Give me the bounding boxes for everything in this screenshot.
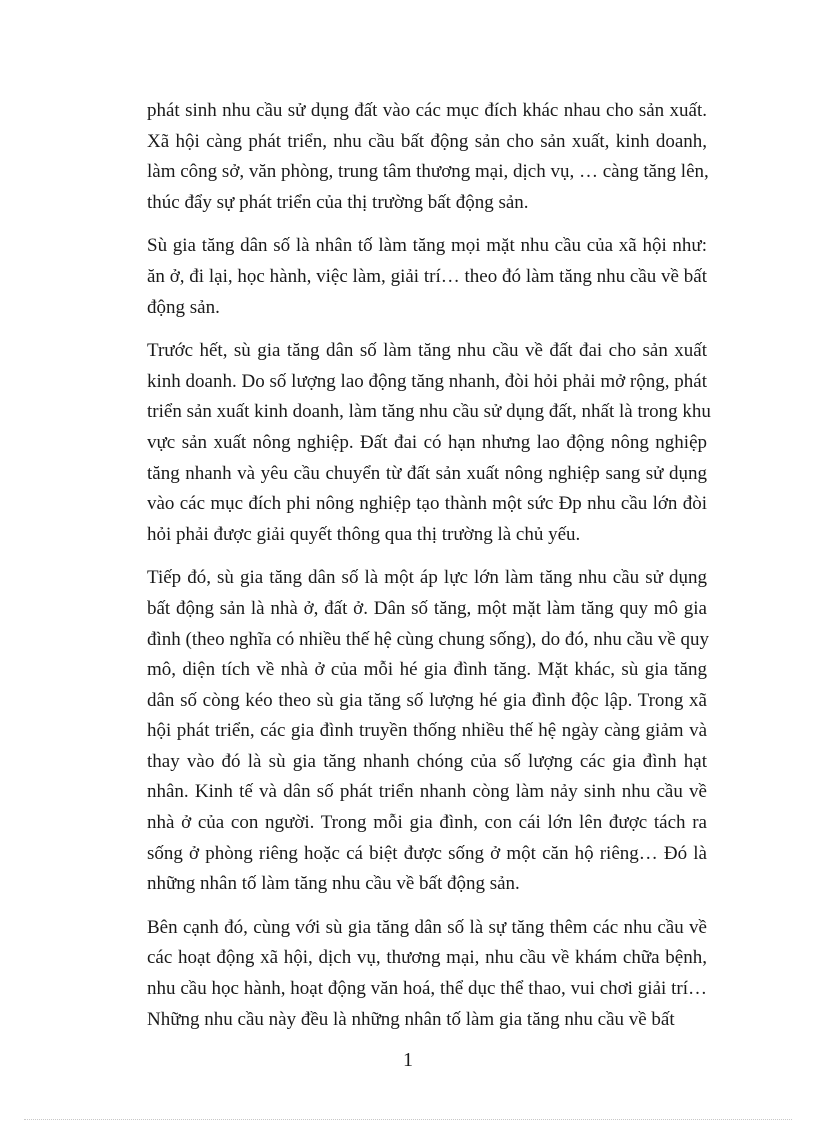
text-line: thay vào đó là sù gia tăng nhanh chóng của số lượng các gia đình hạt	[147, 750, 707, 772]
body-text	[147, 96, 711, 1048]
text-line: các hoạt động xã hội, dịch vụ, thương mại, nhu cầu về khám chữa bệnh,	[147, 947, 707, 969]
text-line: Sù gia tăng dân số là nhân tố làm tăng mọi mặt nhu cầu của xã hội như:	[147, 235, 707, 257]
paragraph	[147, 913, 707, 1035]
text-line: Tiếp đó, sù gia tăng dân số là một áp lực lớn làm tăng nhu cầu sử dụng	[147, 567, 707, 589]
text-line: nhà ở của con người. Trong mỗi gia đình, con cái lớn lên được tách ra	[147, 812, 707, 834]
text-line: phát sinh nhu cầu sử dụng đất vào các mục đích khác nhau cho sản xuất.	[147, 100, 707, 121]
text-line: Trước hết, sù gia tăng dân số làm tăng nhu cầu về đất đai cho sản xuất	[147, 340, 707, 362]
text-line: mô, diện tích về nhà ở của mỗi hé gia đình tăng. Mặt khác, sù gia tăng	[147, 659, 707, 681]
text-line: vào các mục đích phi nông nghiệp tạo thành một sức Đp nhu cầu lớn đòi	[147, 493, 707, 515]
text-line: kinh doanh. Do số lượng lao động tăng nhanh, đòi hỏi phải mở rộng, phát	[147, 370, 707, 392]
text-line: Những nhu cầu này đều là những nhân tố làm gia tăng nhu cầu về bất	[147, 1008, 675, 1030]
text-line: bất động sản là nhà ở, đất ở. Dân số tăng, một mặt làm tăng quy mô gia	[147, 597, 707, 619]
text-line: Xã hội càng phát triển, nhu cầu bất động sản cho sản xuất, kinh doanh,	[147, 130, 707, 152]
text-line: đình (theo nghĩa có nhiều thế hệ cùng chung sống), do đó, nhu cầu về quy	[147, 628, 709, 650]
text-line: triển sản xuất kinh doanh, làm tăng nhu cầu sử dụng đất, nhất là trong khu	[147, 401, 711, 423]
page-number: 1	[403, 1049, 413, 1071]
text-line: nhu cầu học hành, hoạt động văn hoá, thể dục thể thao, vui chơi giải trí…	[147, 978, 707, 1000]
text-line: ăn ở, đi lại, học hành, việc làm, giải trí… theo đó làm tăng nhu cầu về bất	[147, 265, 707, 287]
text-line: hội phát triển, các gia đình truyền thống nhiều thế hệ ngày càng giảm và	[147, 720, 707, 742]
text-line: Bên cạnh đó, cùng với sù gia tăng dân số là sự tăng thêm các nhu cầu về	[147, 916, 707, 938]
text-line: thúc đẩy sự phát triển của thị trường bất động sản.	[147, 191, 529, 213]
paragraph	[147, 336, 711, 550]
paragraph	[147, 231, 707, 323]
text-line: động sản.	[147, 296, 220, 318]
text-line: những nhân tố làm tăng nhu cầu về bất động sản.	[147, 873, 520, 895]
page-bottom-divider	[24, 1119, 792, 1120]
text-line: hỏi phải được giải quyết thông qua thị trường là chủ yếu.	[147, 523, 581, 545]
paragraph	[147, 563, 707, 900]
text-line: vực sản xuất nông nghiệp. Đất đai có hạn nhưng lao động nông nghiệp	[147, 431, 707, 453]
text-line: nhân. Kinh tế và dân số phát triển nhanh còng làm nảy sinh nhu cầu về	[147, 781, 707, 803]
text-line: sống ở phòng riêng hoặc cá biệt được sống ở một căn hộ riêng… Đó là	[147, 842, 707, 864]
text-line: tăng nhanh và yêu cầu chuyển từ đất sản xuất nông nghiệp sang sử dụng	[147, 462, 707, 484]
paragraph	[147, 96, 707, 218]
text-line: làm công sở, văn phòng, trung tâm thương mại, dịch vụ, … càng tăng lên,	[147, 161, 709, 183]
text-line: dân số còng kéo theo sù gia tăng số lượng hé gia đình độc lập. Trong xã	[147, 689, 707, 711]
